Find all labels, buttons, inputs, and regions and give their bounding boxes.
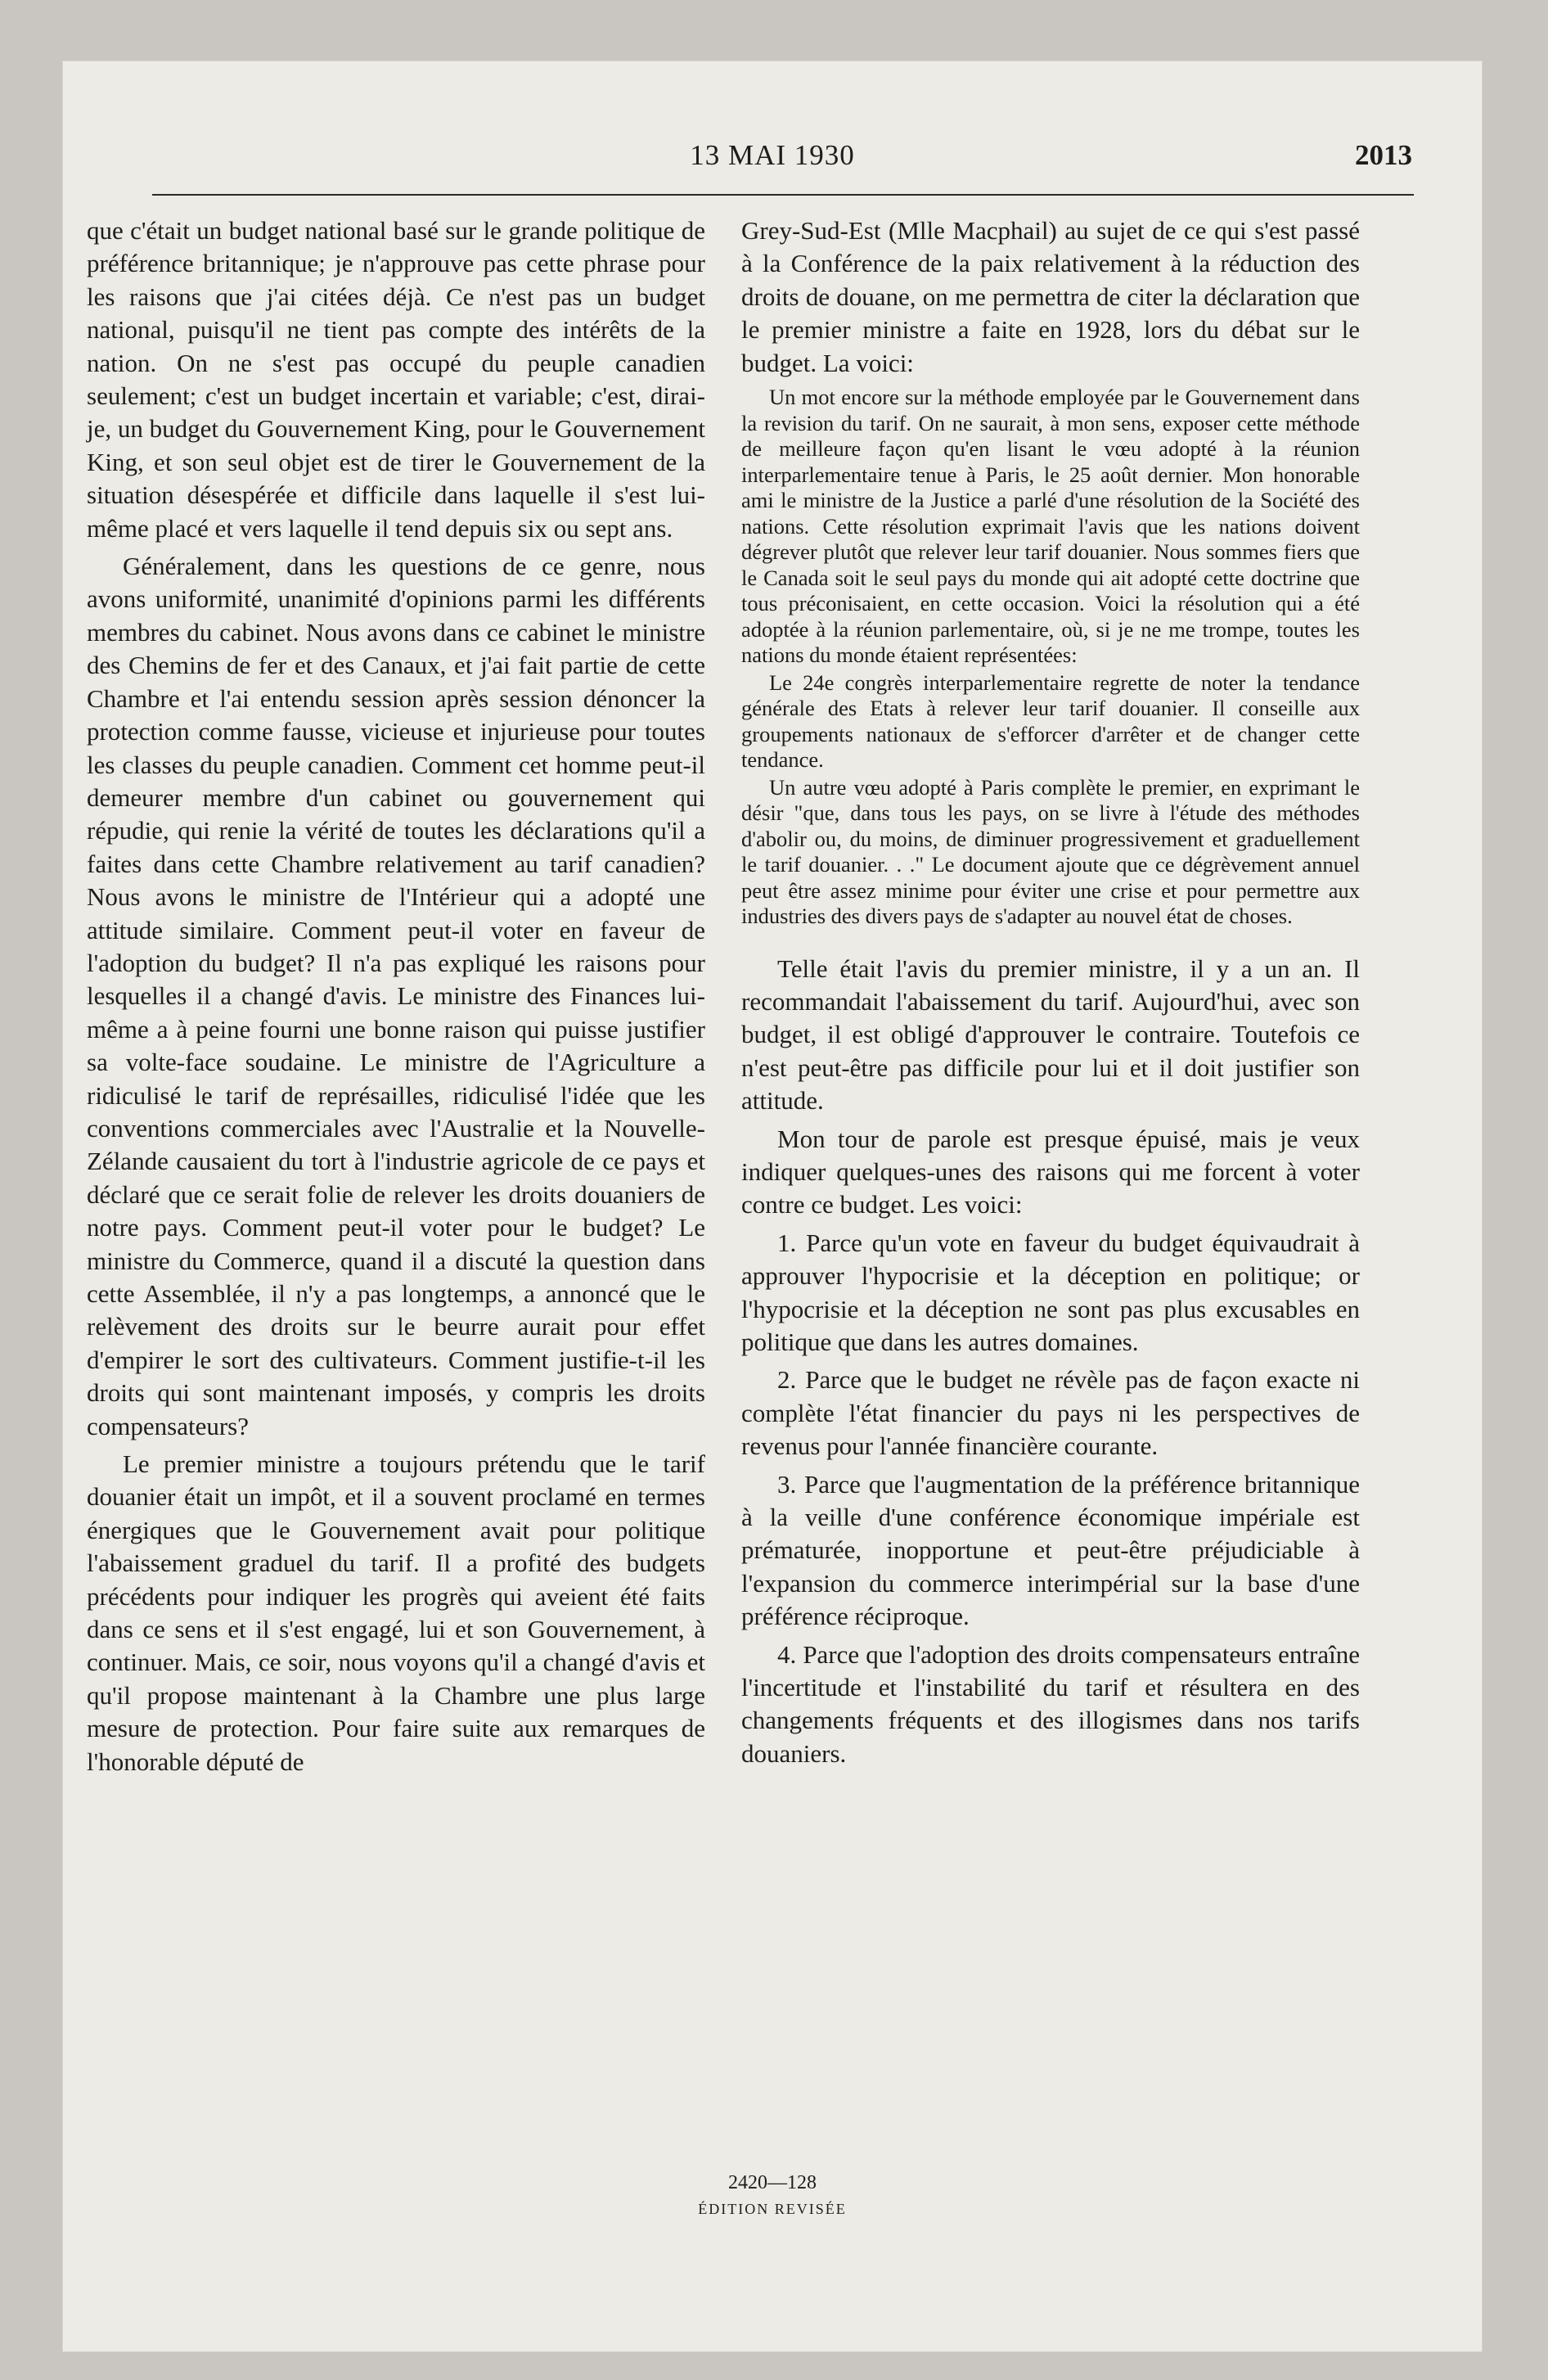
paragraph: Mon tour de parole est presque épuisé, mais je veux indiquer quelques-unes des raisons qui me forcent à voter contre ce budget. Les voici: <box>741 1124 1360 1219</box>
list-item: 3. Parce que l'augmentation de la préférence britannique à la veille d'une conférence économique impériale est prématurée, inopportune et peut-être préjudiciable à l'expansion du commerce interimpérial sur la base d'une préférence réciproque. <box>741 1469 1360 1631</box>
paragraph: Le premier ministre a toujours prétendu que le tarif douanier était un impôt, et il a souvent proclamé en termes énergiques que le Gouvernement avait pour politique l'abaissement graduel du tarif. Il a profité des budgets précédents pour indiquer les progrès qui aveient été faits dans ce sens et il s'est engagé, lui et son Gouvernement, à continuer. Mais, ce soir, nous voyons qu'il a changé d'avis et qu'il propose maintenant à la Chambre une plus large mesure de protection. Pour faire suite aux remarques de l'honorable député de <box>87 1449 705 1776</box>
list-item: 4. Parce que l'adoption des droits compensateurs entraîne l'incertitude et l'instabilité du tarif et résultera en des changements fréquents et des illogismes dans nos tarifs douaniers. <box>741 1639 1360 1768</box>
paragraph: Grey-Sud-Est (Mlle Macphail) au sujet de ce qui s'est passé à la Conférence de la paix relativement à la réduction des droits de douane, on me permettra de citer la déclaration que le premier ministre a faite en 1928, lors du débat sur le budget. La voici: <box>741 216 1360 377</box>
left-column <box>87 214 705 1783</box>
footer-edition: ÉDITION REVISÉE <box>698 2201 847 2217</box>
page-footer <box>62 2172 1483 2218</box>
header-page-number: 2013 <box>1355 139 1412 171</box>
document-page <box>62 61 1483 2352</box>
page-header <box>62 139 1483 188</box>
paragraph: Généralement, dans les questions de ce genre, nous avons uniformité, unanimité d'opinions parmi les différents membres du cabinet. Nous avons dans ce cabinet le ministre des Chemins de fer et des Canaux, et j'ai fait partie de cette Chambre et l'ai entendu session après session dénoncer la protection comme fausse, vicieuse et injurieuse pour toutes les classes du peuple canadien. Comment cet homme peut-il demeurer membre d'un cabinet ou gouvernement qui répudie, qui renie la vérité de toutes les déclarations qu'il a faites dans cette Chambre relativement au tarif canadien? Nous avons le ministre de l'Intérieur qui a adopté une attitude similaire. Comment peut-il voter en faveur de l'adoption du budget? Il n'a pas expliqué les raisons pour lesquelles il a changé d'avis. Le ministre des Finances lui-même a à peine fourni une bonne raison qui puisse justifier sa volte-face soudaine. Le ministre de l'Agriculture a ridiculisé le tarif de représailles, ridiculisé l'idée que les conventions commerciales avec l'Australie et la Nouvelle-Zélande causaient du tort à l'industrie agricole de ce pays et déclaré que ce serait folie de relever les droits douaniers de notre pays. Comment peut-il voter pour le budget? Le ministre du Commerce, quand il a discuté la question dans cette Assemblée, il n'y a pas longtemps, a annoncé que le relèvement des droits sur le beurre aurait pour effet d'empirer le sort des cultivateurs. Comment justifie-t-il les droits qui sont maintenant imposés, y compris les droits compensateurs? <box>87 552 705 1440</box>
header-date: 13 MAI 1930 <box>690 139 855 171</box>
quoted-paragraph: Le 24e congrès interparlementaire regrette de noter la tendance générale des Etats à relever leur tarif douanier. Il conseille aux groupements nationaux de s'efforcer d'arrêter et de changer cette tendance. <box>741 669 1360 773</box>
paragraph: Telle était l'avis du premier ministre, il y a un an. Il recommandait l'abaissement du tarif. Aujourd'hui, avec son budget, il est obligé d'approuver le contraire. Toutefois ce n'est peut-être pas difficile pour lui et il doit justifier son attitude. <box>741 953 1360 1116</box>
header-rule <box>152 194 1414 196</box>
quoted-paragraph: Un autre vœu adopté à Paris complète le premier, en exprimant le désir "que, dans tous les pays, on se livre à l'étude des méthodes d'abolir ou, du moins, de diminuer progressivement et graduellement le tarif douanier. . ." Le document ajoute que ce dégrèvement annuel peut être assez minime pour éviter une crise et pour permettre aux industries des divers pays de s'adapter au nouvel état de choses. <box>741 774 1360 929</box>
list-item: 1. Parce qu'un vote en faveur du budget équivaudrait à approuver l'hypocrisie et la déception en politique; or l'hypocrisie et la déception ne sont pas plus excusables en politique que dans les autres domaines. <box>741 1228 1360 1356</box>
paragraph: que c'était un budget national basé sur le grande politique de préférence britannique; je n'approuve pas cette phrase pour les raisons que j'ai citées déjà. Ce n'est pas un budget national, puisqu'il ne tient pas compte des intérêts de la nation. On ne s'est pas occupé du peuple canadien seulement; c'est un budget incertain et variable; c'est, dirai-je, un budget du Gouvernement King, pour le Gouvernement King, et son seul objet est de tirer le Gouvernement de la situation désespérée et difficile dans laquelle il s'est lui-même placé et vers laquelle il tend depuis six ou sept ans. <box>87 216 705 543</box>
footer-code: 2420—128 <box>728 2172 817 2193</box>
right-column <box>741 214 1360 1775</box>
list-item: 2. Parce que le budget ne révèle pas de façon exacte ni complète l'état financier du pays ni les perspectives de revenus pour l'année financière courante. <box>741 1365 1360 1461</box>
quoted-paragraph: Un mot encore sur la méthode employée par le Gouvernement dans la revision du tarif. On ne saurait, à mon sens, exposer cette méthode de meilleure façon qu'en lisant le vœu adopté à la réunion interparlementaire tenue à Paris, le 25 août dernier. Mon honorable ami le ministre de la Justice a parlé d'une résolution de la Société des nations. Cette résolution exprimait l'avis que les nations doivent dégrever plutôt que relever leur tarif douanier. Nous sommes fiers que le Canada soit le seul pays du monde qui ait adopté cette doctrine que tous préconisaient, en cette occasion. Voici la résolution qui a été adoptée à la réunion parlementaire, où, si je ne me trompe, toutes les nations du monde étaient représentées: <box>741 385 1360 668</box>
